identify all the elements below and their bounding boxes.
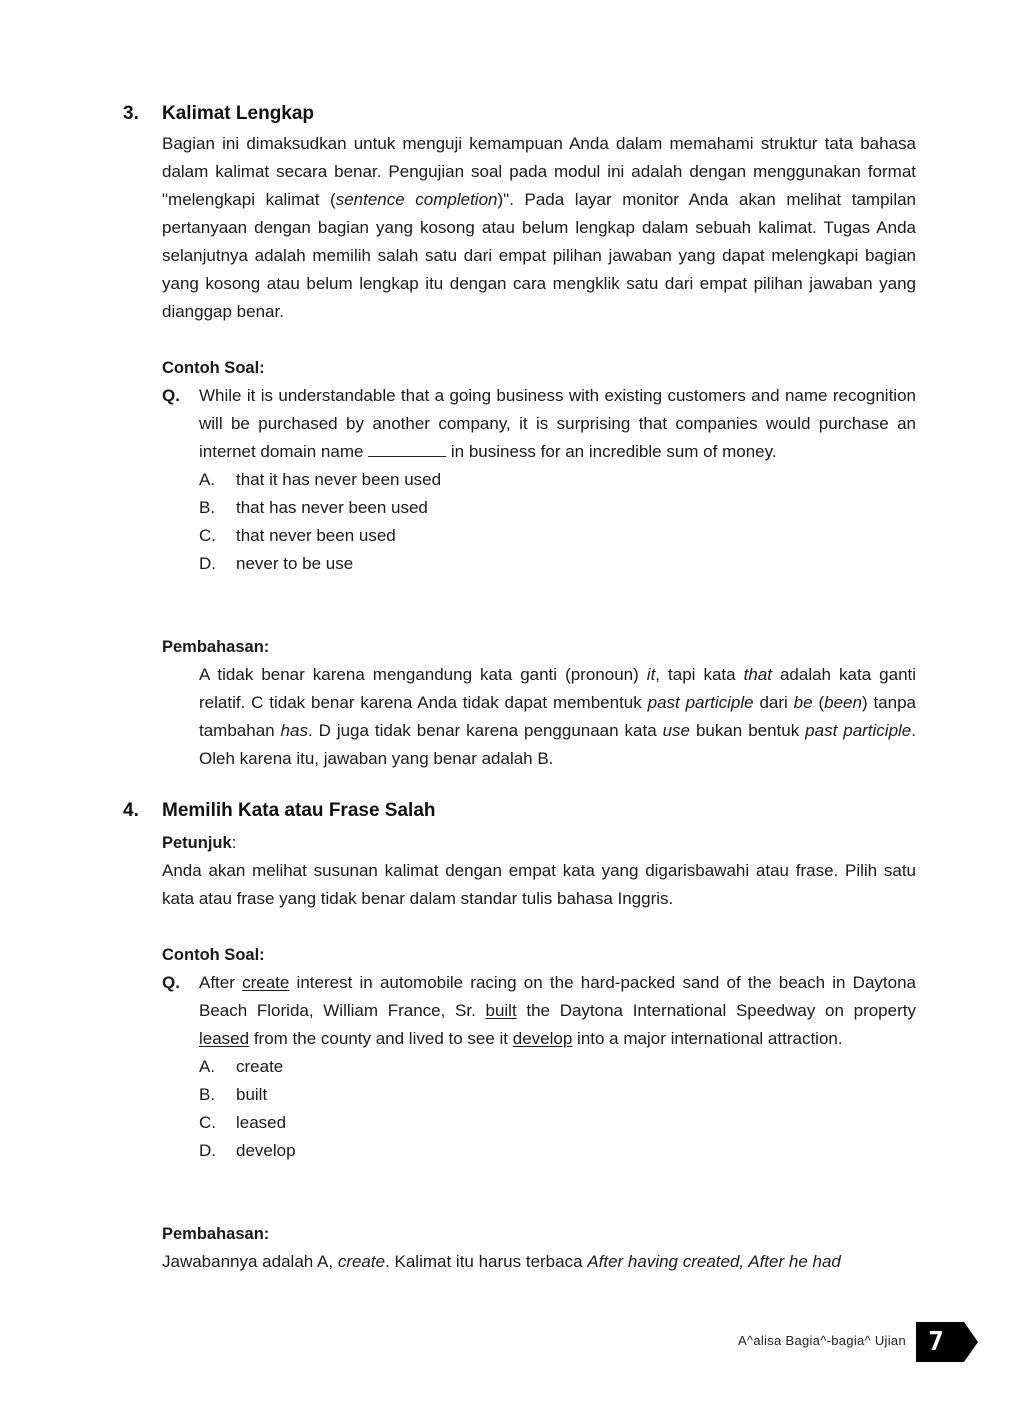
option-c <box>199 522 916 550</box>
italic-term: be <box>793 693 813 712</box>
example-label-text: Contoh Soal: <box>162 359 265 377</box>
italic-term: past participle <box>805 721 912 740</box>
option-a <box>199 466 916 494</box>
underlined-choice: leased <box>199 1029 250 1048</box>
rich-text <box>162 134 916 321</box>
option-d <box>199 1137 916 1165</box>
italic-term: sentence completion <box>335 190 498 209</box>
question-marker: Q. <box>162 973 180 992</box>
option-letter: A. <box>199 470 216 489</box>
discussion-label <box>162 633 916 661</box>
option-text: develop <box>236 1141 296 1160</box>
page-number-badge <box>916 1322 978 1362</box>
question-marker: Q. <box>162 386 180 405</box>
text-segment: ( <box>812 693 825 712</box>
text-segment: After <box>199 973 243 992</box>
question-text-part: in business for an incredible sum of money. <box>446 442 777 461</box>
instruction-body: Anda akan melihat susunan kalimat dengan empat kata yang digarisbawahi atau frase. Pilih satu kata atau frase yang tidak benar dalam standar tulis bahasa Inggris. <box>162 861 916 908</box>
page-footer <box>0 1322 1024 1362</box>
text-segment: dari <box>753 693 794 712</box>
text-segment: into a major international attraction. <box>572 1029 843 1048</box>
section-3-intro <box>162 130 916 326</box>
answer-options <box>199 1053 916 1165</box>
text-segment: adalah kata ganti relatif. C tidak benar karena Anda tidak dapat membentuk <box>199 665 917 712</box>
text-segment: . Kalimat itu harus terbaca <box>385 1252 588 1271</box>
italic-term: it <box>646 665 656 684</box>
section-3-heading <box>123 103 314 125</box>
underlined-choice: built <box>485 1001 517 1020</box>
option-text: that never been used <box>236 526 396 545</box>
instruction-colon: : <box>231 833 237 852</box>
instruction-label-text: Petunjuk <box>162 834 232 852</box>
section-number: 3. <box>123 103 139 124</box>
italic-term: use <box>662 721 691 740</box>
section-4-discussion <box>162 1248 916 1276</box>
discussion-text <box>162 1248 916 1276</box>
question-text <box>199 969 916 1053</box>
option-letter: D. <box>199 554 216 573</box>
page-number: 7 <box>928 1327 944 1357</box>
italic-term: been <box>824 693 862 712</box>
text-segment: from the county and lived to see it <box>249 1029 513 1048</box>
section-number: 4. <box>123 800 139 821</box>
instruction-label <box>162 829 916 857</box>
option-text: built <box>236 1085 268 1104</box>
question-text <box>199 382 916 466</box>
option-text: that it has never been used <box>236 470 442 489</box>
option-d <box>199 550 916 578</box>
option-text: that has never been used <box>236 498 428 517</box>
option-letter: C. <box>199 1113 216 1132</box>
answer-options <box>199 466 916 578</box>
italic-term: that <box>743 665 772 684</box>
text-segment: . D juga tidak benar karena penggunaan kata <box>307 721 663 740</box>
text-segment: )". Pada layar monitor Anda akan melihat tampilan pertanyaan dengan bagian yang kosong atau belum lengkap dalam sebuah kalimat. Tugas Anda selanjutnya adalah memilih salah satu dari empat pilihan jawaban yang dapat melengkapi bagian yang kosong atau belum lengkap itu dengan cara mengklik satu dari empat pilihan jawaban yang dianggap benar. <box>162 190 917 321</box>
text-segment: bukan bentuk <box>690 721 806 740</box>
option-letter: B. <box>199 498 216 517</box>
section-title: Kalimat Lengkap <box>162 103 315 124</box>
answer-blank <box>368 438 446 457</box>
question-1 <box>162 382 916 578</box>
text-segment: the Daytona International Speedway on property <box>516 1001 916 1020</box>
underlined-choice: create <box>242 973 290 992</box>
option-letter: D. <box>199 1141 216 1160</box>
section-3-discussion <box>162 661 916 773</box>
option-b <box>199 494 916 522</box>
option-letter: C. <box>199 526 216 545</box>
italic-term: has <box>280 721 308 740</box>
text-segment: , tapi kata <box>655 665 744 684</box>
italic-term: create <box>337 1252 386 1271</box>
discussion-label-text: Pembahasan: <box>162 1225 270 1243</box>
option-c <box>199 1109 916 1137</box>
section-4-heading <box>123 800 436 822</box>
question-2 <box>162 969 916 1165</box>
discussion-label-text: Pembahasan: <box>162 638 270 656</box>
option-b <box>199 1081 916 1109</box>
italic-term: After having created, After he had <box>587 1252 841 1271</box>
italic-term: past participle <box>647 693 754 712</box>
option-a <box>199 1053 916 1081</box>
discussion-text <box>199 661 916 773</box>
option-text: create <box>236 1057 284 1076</box>
underlined-choice: develop <box>512 1029 573 1048</box>
example-label <box>162 354 916 382</box>
option-letter: A. <box>199 1057 216 1076</box>
section-title: Memilih Kata atau Frase Salah <box>162 800 436 821</box>
text-segment: ) tanpa tambahan <box>199 693 916 740</box>
instruction-text <box>162 857 916 913</box>
running-title: A^alisa Bagia^-bagia^ Ujian <box>737 1333 906 1348</box>
option-text: never to be use <box>236 554 354 573</box>
question-text-part: While it is understandable that a going business with existing customers and name recognition will be purchased by another company, it is surprising that companies would purchase an internet domain name <box>199 386 916 461</box>
text-segment: Jawabannya adalah A, <box>162 1252 338 1271</box>
text-segment: Bagian ini dimaksudkan untuk menguji kemampuan Anda dalam memahami struktur tata bahasa dalam kalimat secara benar. Pengujian soal pada modul ini adalah dengan menggunakan format "melengkapi kalimat ( <box>162 134 916 209</box>
option-letter: B. <box>199 1085 216 1104</box>
option-text: leased <box>236 1113 287 1132</box>
text-segment: interest in automobile racing on the hard-packed sand of the beach in Daytona Beach Florida, William France, Sr. <box>199 973 917 1020</box>
discussion-label <box>162 1220 916 1248</box>
text-segment: A tidak benar karena mengandung kata ganti (pronoun) <box>199 665 647 684</box>
example-label-text: Contoh Soal: <box>162 946 265 964</box>
text-segment: . Oleh karena itu, jawaban yang benar adalah B. <box>199 721 917 768</box>
example-label <box>162 941 916 969</box>
